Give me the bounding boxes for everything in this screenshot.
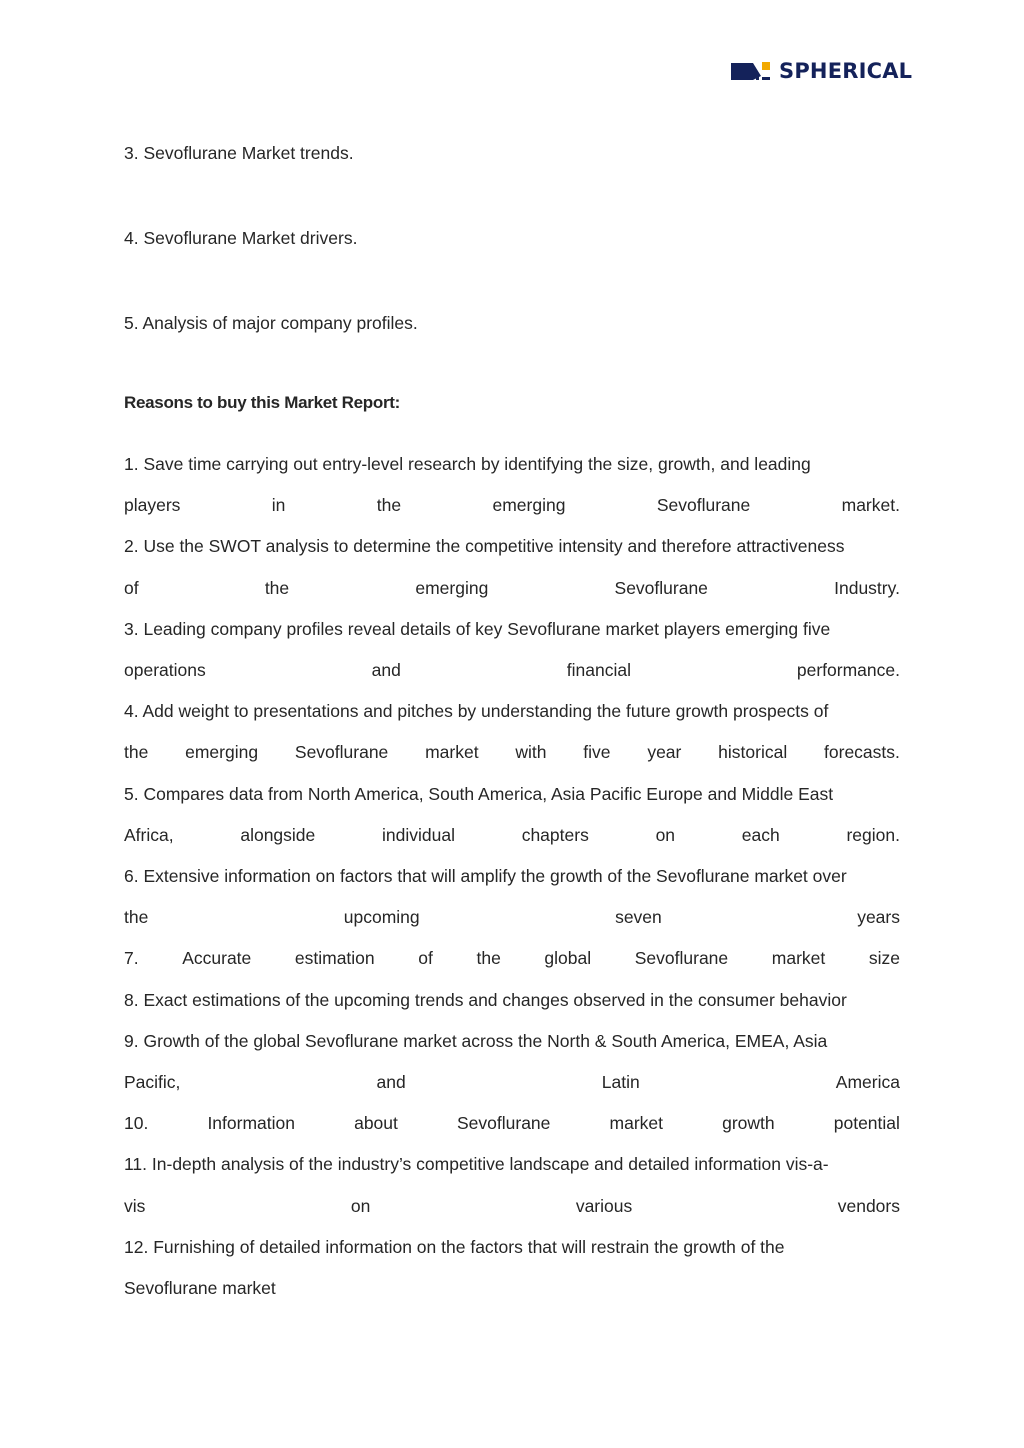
reason-word: five xyxy=(583,742,611,763)
reason-word: seven xyxy=(615,907,662,928)
reason-line xyxy=(124,493,900,517)
reason-word: the xyxy=(476,948,501,969)
reason-word: forecasts. xyxy=(824,742,900,763)
reason-word: of xyxy=(418,948,433,969)
reason-word: on xyxy=(655,824,676,845)
reason-word: Accurate xyxy=(182,948,252,969)
reason-word: of xyxy=(124,577,139,598)
reason-word: size xyxy=(868,948,900,969)
reason-word: vis xyxy=(124,1195,146,1216)
spherical-logo xyxy=(731,58,912,84)
reason-word: chapters xyxy=(521,824,589,845)
reason-line: 5. Compares data from North America, South America, Asia Pacific Europe and Middle East xyxy=(124,783,834,804)
reason-word: and xyxy=(376,1072,406,1092)
reason-line: 1. Save time carrying out entry-level research by identifying the size, growth, and leading xyxy=(124,454,811,474)
reason-line: 12. Furnishing of detailed information on the factors that will restrain the growth of the xyxy=(124,1236,785,1257)
reason-word: Sevoflurane xyxy=(656,495,751,516)
reason-word: various xyxy=(575,1195,633,1216)
reason-word: players xyxy=(124,495,181,516)
reason-line: 3. Leading company profiles reveal details of key Sevoflurane market players emerging five xyxy=(124,618,831,639)
reason-word: estimation xyxy=(294,948,375,969)
reason-word: market. xyxy=(841,495,900,516)
reason-word: market xyxy=(425,742,479,763)
reason-word: America xyxy=(835,1072,900,1092)
reason-line xyxy=(124,946,900,970)
list-item: 4. Sevoflurane Market drivers. xyxy=(124,228,358,248)
reason-word: the xyxy=(376,495,402,516)
list-item: 5. Analysis of major company profiles. xyxy=(124,313,418,333)
reason-word: on xyxy=(350,1195,371,1216)
reason-word: 10. xyxy=(124,1113,149,1134)
reason-line xyxy=(124,1111,900,1135)
reason-line: 11. In-depth analysis of the industry’s competitive landscape and detailed information vis-a- xyxy=(124,1154,829,1175)
reason-word: Sevoflurane xyxy=(614,577,708,598)
reason-word: operations xyxy=(124,660,206,680)
list-item: 3. Sevoflurane Market trends. xyxy=(124,143,354,163)
reason-word: Information xyxy=(207,1113,295,1134)
reason-word: each xyxy=(741,824,780,845)
reason-word: about xyxy=(354,1113,398,1134)
reason-word: financial xyxy=(566,660,631,680)
reason-word: potential xyxy=(833,1113,900,1134)
reason-word: global xyxy=(544,948,592,969)
reason-line xyxy=(124,576,900,600)
reason-word: historical xyxy=(718,742,788,763)
reason-word: Sevoflurane xyxy=(634,948,729,969)
reason-word: emerging xyxy=(415,577,489,598)
reason-word: the xyxy=(124,742,149,763)
reason-word: in xyxy=(271,495,286,516)
spherical-logo-text: SPHERICAL xyxy=(779,59,913,83)
spherical-logo-mark-icon xyxy=(731,60,771,82)
reason-line xyxy=(124,1194,900,1218)
reason-word: emerging xyxy=(492,495,566,516)
reason-word: the xyxy=(264,577,290,598)
reason-word: and xyxy=(371,660,401,680)
reason-word: the xyxy=(124,907,149,928)
section-heading: Reasons to buy this Market Report: xyxy=(124,393,401,412)
reason-word: market xyxy=(609,1113,663,1134)
reason-word: Sevoflurane xyxy=(294,742,389,763)
reason-word: year xyxy=(647,742,682,763)
reason-line: 9. Growth of the global Sevoflurane market across the North & South America, EMEA, Asia xyxy=(124,1030,828,1051)
reason-word: Africa, xyxy=(124,824,174,845)
reason-word: alongside xyxy=(240,824,316,845)
reason-word: emerging xyxy=(185,742,259,763)
reason-line: 6. Extensive information on factors that will amplify the growth of the Sevoflurane market over xyxy=(124,866,847,886)
reason-word: years xyxy=(857,907,900,928)
reason-word: Industry. xyxy=(834,577,900,598)
reason-word: with xyxy=(515,742,547,763)
reason-word: market xyxy=(771,948,826,969)
reason-line xyxy=(124,1070,900,1094)
reason-word: performance. xyxy=(796,660,900,680)
reason-line: 4. Add weight to presentations and pitches by understanding the future growth prospects of xyxy=(124,701,829,722)
reason-word: Sevoflurane xyxy=(457,1113,551,1134)
reason-line xyxy=(124,823,900,847)
reason-word: Pacific, xyxy=(124,1072,181,1092)
reason-line xyxy=(124,658,900,682)
reason-word: individual xyxy=(382,824,455,845)
reason-word: Latin xyxy=(601,1072,640,1092)
reason-word: 7. xyxy=(124,948,139,969)
reason-line xyxy=(124,905,900,929)
reason-word: growth xyxy=(722,1113,775,1134)
reason-word: upcoming xyxy=(343,907,420,928)
reason-line: 2. Use the SWOT analysis to determine the competitive intensity and therefore attractiveness xyxy=(124,536,845,557)
reason-line xyxy=(124,740,900,764)
reason-word: vendors xyxy=(837,1195,900,1216)
reason-line: Sevoflurane market xyxy=(124,1278,276,1298)
reason-word: region. xyxy=(846,824,900,845)
reason-line: 8. Exact estimations of the upcoming trends and changes observed in the consumer behavior xyxy=(124,989,847,1010)
